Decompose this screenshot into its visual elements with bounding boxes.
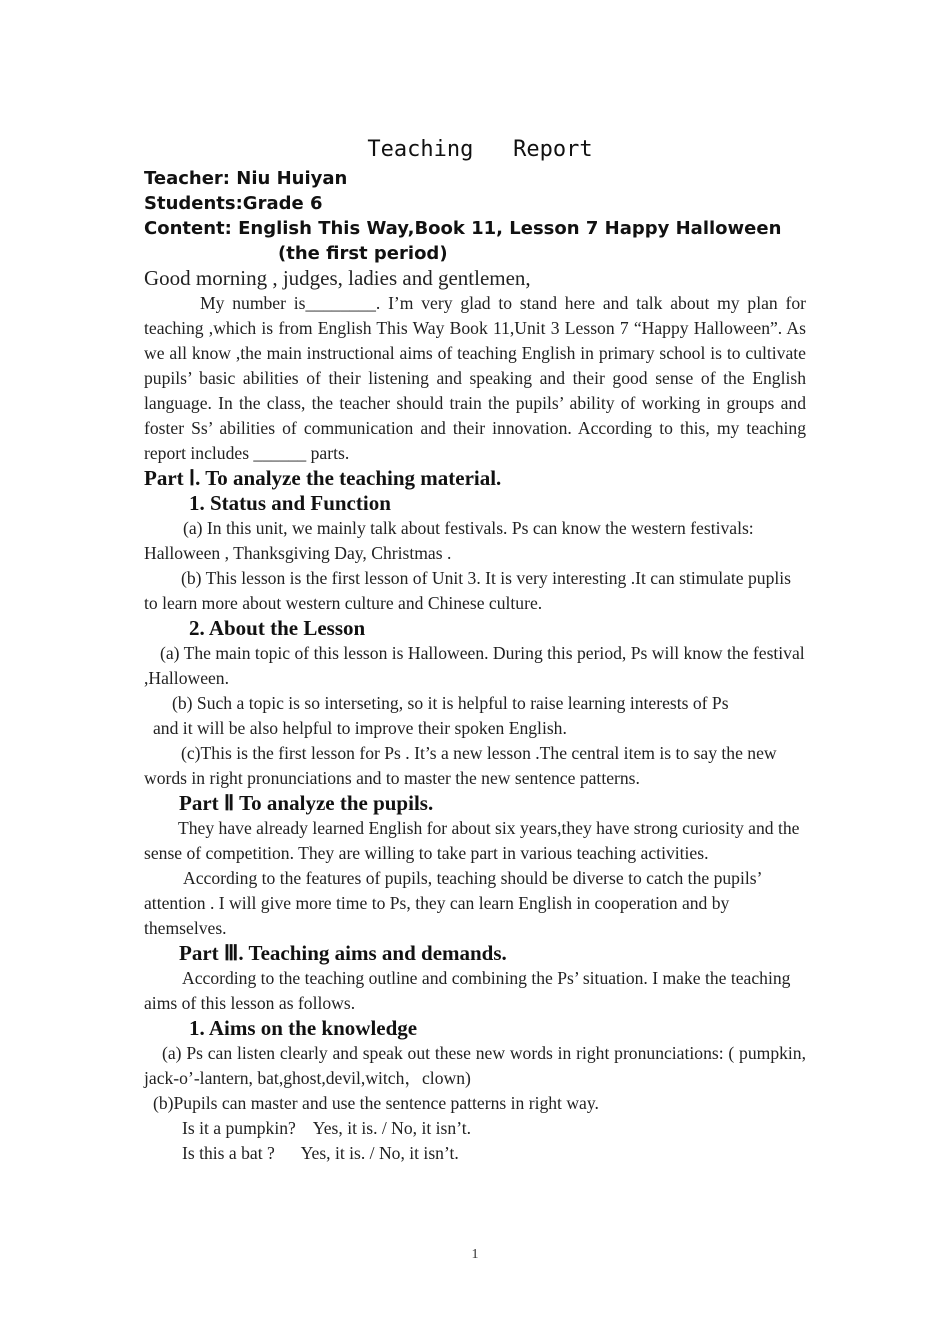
part3-sub1-heading: 1. Aims on the knowledge	[189, 1016, 418, 1040]
part1-sub2-b1: (b) Such a topic is so interseting, so it is helpful to raise learning interests of Ps	[172, 693, 729, 713]
part1-sub2-a: (a) The main topic of this lesson is Halloween. During this period, Ps will know the festival ,Halloween.	[144, 643, 805, 688]
part2-heading: Part Ⅱ To analyze the pupils.	[179, 791, 434, 815]
part2-paragraph-1: They have already learned English for about six years,they have strong curiosity and the sense of competition. They are willing to take part in various teaching activities.	[144, 818, 800, 863]
students-line: Students:Grade 6	[144, 193, 323, 214]
intro-paragraph: My number is________. I’m very glad to stand here and talk about my plan for teaching ,which is from English This Way Book 11,Unit 3 Lesson 7 “Happy Halloween”. As we all know ,the main instructional aims of teaching English in primary school is to cultivate pupils’ basic abilities of their listening and speaking and their good sense of the English language. In the class, the teacher should train the pupils’ ability of working in groups and foster Ss’ abilities of communication and their innovation. According to this, my teaching report includes ______ parts.	[144, 293, 806, 463]
teacher-line: Teacher: Niu Huiyan	[144, 168, 348, 189]
part2-paragraph-2: According to the features of pupils, teaching should be diverse to catch the pupils’ attention . I will give more time to Ps, they can learn English in cooperation and by themselves.	[144, 868, 762, 938]
greeting: Good morning , judges, ladies and gentlemen,	[144, 266, 531, 290]
part1-sub1-a: (a) In this unit, we mainly talk about festivals. Ps can know the western festivals: Halloween , Thanksgiving Day, Christmas .	[144, 518, 754, 563]
part1-heading: Part Ⅰ. To analyze the teaching material.	[144, 466, 502, 490]
part1-sub2-b2: and it will be also helpful to improve their spoken English.	[153, 718, 567, 738]
example-sentence-1: Is it a pumpkin? Yes, it is. / No, it isn’t.	[182, 1118, 472, 1138]
part1-sub1-b: (b) This lesson is the first lesson of Unit 3. It is very interesting .It can stimulate puplis to learn more about western culture and Chinese culture.	[144, 568, 791, 613]
part3-sub1-b: (b)Pupils can master and use the sentence patterns in right way.	[153, 1093, 599, 1113]
part1-sub2-c: (c)This is the first lesson for Ps . It’s a new lesson .The central item is to say the new words in right pronunciations and to master the new sentence patterns.	[144, 743, 777, 788]
content-line: Content: English This Way,Book 11, Lesson 7 Happy Halloween	[144, 218, 782, 239]
part3-heading: Part Ⅲ. Teaching aims and demands.	[179, 941, 507, 965]
part1-sub2-heading: 2. About the Lesson	[189, 616, 366, 640]
part3-sub1-a: (a) Ps can listen clearly and speak out these new words in right pronunciations: ( pumpkin, jack-o’-lantern, bat,ghost,devil,witch，clown)	[144, 1043, 806, 1088]
part3-paragraph-1: According to the teaching outline and combining the Ps’ situation. I make the teaching aims of this lesson as follows.	[144, 968, 791, 1013]
document-title: Teaching Report	[367, 137, 593, 162]
period-line: (the first period)	[278, 243, 448, 264]
page-number: 1	[471, 1247, 479, 1262]
document-page	[144, 134, 806, 1166]
part1-sub1-heading: 1. Status and Function	[189, 491, 391, 515]
example-sentence-2: Is this a bat ? Yes, it is. / No, it isn’t.	[182, 1143, 459, 1163]
